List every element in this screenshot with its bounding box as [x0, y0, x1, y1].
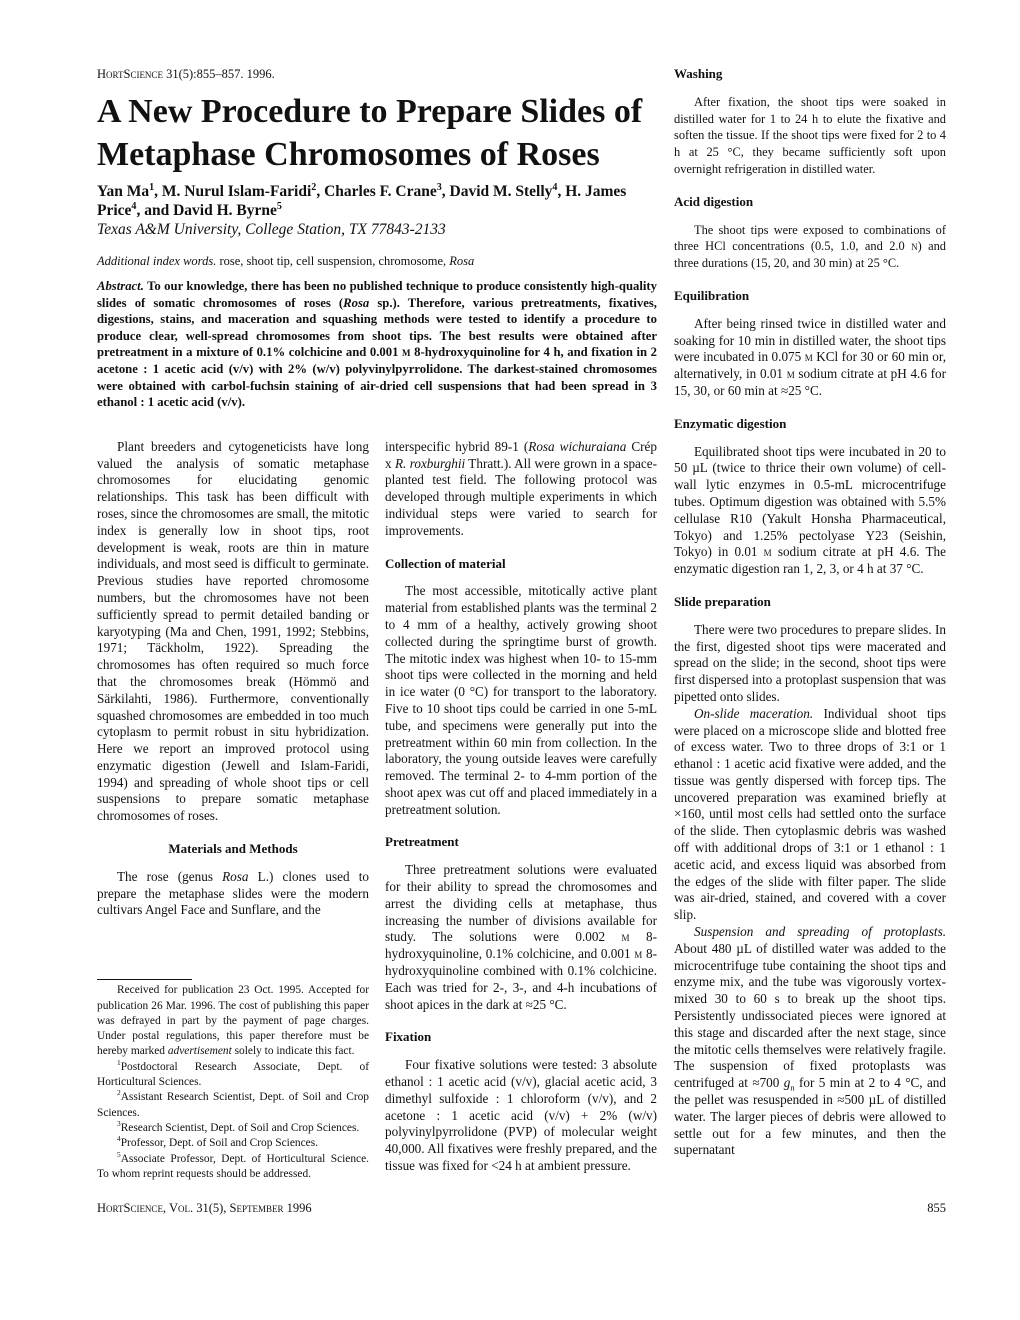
- text-run: Equilibrated shoot tips were incubated in 20 to 50 µL (twice to thrice their own volume) of cell-wall lytic enzymes in 0.5-mL microcentrifuge tubes. Optimum digestion was obtained with 5.5% cellulase R10 (Yakult Honsha Pharmaceutical, Tokyo) and 1.25% pectolyase Y23 (Seishin, Tokyo) in 0.01: [674, 443, 946, 560]
- text-run: Rosa: [343, 295, 370, 310]
- text-run: 5: [117, 1149, 121, 1159]
- section-heading-washing: Washing: [674, 66, 723, 81]
- text-run: Yan Ma: [97, 183, 150, 200]
- text-run: Abstract.: [97, 279, 144, 293]
- text-run: , M. Nurul Islam-Faridi: [154, 183, 312, 200]
- body-columns: [97, 439, 657, 1182]
- footer-journal: HortScience, Vol. 31(5), September 1996: [97, 1201, 312, 1216]
- text-run: The rose (genus: [117, 868, 223, 884]
- footnote: [97, 1057, 369, 1091]
- text-run: To our knowledge, there has been no published technique to produce consistently high-quality slides of somatic chromosomes of roses (: [97, 279, 657, 310]
- text-run: 4: [117, 1134, 121, 1144]
- text-run: , H. James Price: [97, 183, 627, 219]
- text-run: R. roxburghii: [394, 455, 466, 471]
- text-run: 8-hydroxyquinoline, 0.1% colchicine, and 0.001: [385, 929, 657, 962]
- text-run: Received for publication 23 Oct. 1995. Accepted for publication 26 Mar. 1996. The cost of publishing this paper was defrayed in part by the payment of page charges. Under postal regulations, this paper therefore must be hereby marked: [97, 984, 369, 1058]
- text-run: Rosa: [222, 868, 249, 884]
- text-run: n: [911, 239, 918, 254]
- text-run: advertisement: [167, 1045, 232, 1058]
- text-run: Crép x: [385, 438, 658, 471]
- affiliation: Texas A&M University, College Station, TX 77843-2133: [97, 221, 446, 238]
- section-heading-slide: Slide preparation: [674, 593, 771, 609]
- page-footer: [97, 1200, 946, 1216]
- text-run: 4: [552, 181, 558, 193]
- section-heading-fixation: Fixation: [385, 1029, 432, 1045]
- text-run: Thratt.). All were grown in a space-planted test field. The following protocol was developed through multiple experiments in which individual steps were varied to search for improvements.: [385, 455, 658, 538]
- text-run: L.) clones used to prepare the metaphase slides were the modern cultivars Angel Face and Sunflare, and the: [97, 868, 369, 918]
- text-run: Rosa: [449, 254, 475, 268]
- text-run: 2: [311, 181, 317, 193]
- section-heading-collection: Collection of material: [385, 555, 506, 571]
- authors: [97, 182, 667, 220]
- text-run: m: [402, 345, 411, 360]
- page-number: 855: [927, 1201, 946, 1216]
- text-run: Assistant Research Scientist, Dept. of Soil and Crop Sciences.: [97, 1091, 369, 1119]
- text-run: There were two procedures to prepare slides. In the first, digested shoot tips were macerated and spread on the slide; in the second, shoot tips were first dispersed into a protoplast suspension that was pipetted onto slides.: [674, 621, 946, 704]
- text-run: , David M. Stelly: [441, 183, 553, 200]
- materials-paragraph: [97, 869, 369, 919]
- index-words: [97, 253, 657, 269]
- abstract: [97, 278, 657, 411]
- text-run: 8-hydroxyquinoline combined with 0.1% colchicine. Each was tried for 2-, 3-, and 4-h incubations of shoot apices in the dark at ≈25 °C.: [385, 946, 657, 1012]
- text-run: 3: [436, 181, 442, 193]
- paragraph: [674, 706, 946, 924]
- citation: 31(5):855–857. 1996.: [162, 67, 275, 81]
- text-run: m: [804, 349, 813, 365]
- text-run: m: [786, 366, 795, 382]
- page-body: [97, 66, 946, 1182]
- footnote: [97, 1149, 369, 1183]
- paragraph: [674, 444, 946, 578]
- text-run: m: [634, 946, 643, 962]
- text-run: for 5 min at 2 to 4 °C, and the pellet was resuspended in ≈500 µL of distilled water. The larger pieces of debris were allowed to settle out for a few minutes, and then the supernatant: [674, 1075, 946, 1158]
- text-run: n: [790, 1082, 795, 1093]
- paragraph: [385, 583, 657, 818]
- text-run: , Charles F. Crane: [316, 183, 437, 200]
- text-run: Research Scientist, Dept. of Soil and Crop Sciences.: [120, 1121, 360, 1134]
- text-run: Three pretreatment solutions were evaluated for their ability to spread the chromosomes and arrest the dividing cells at metaphase, thus increasing the number of divisions available for study. The solutions were 0.002: [385, 862, 657, 945]
- journal-citation: [97, 66, 657, 82]
- section-heading-enzymatic: Enzymatic digestion: [674, 415, 787, 431]
- right-column: [674, 66, 946, 1159]
- text-run: Postdoctoral Research Associate, Dept. of Horticultural Sciences.: [97, 1060, 369, 1089]
- text-run: 4: [131, 200, 137, 212]
- section-heading-materials-methods: Materials and Methods: [168, 841, 298, 857]
- section-heading-pretreatment: Pretreatment: [385, 834, 459, 850]
- text-run: 1: [117, 1057, 121, 1067]
- text-run: Four fixative solutions were tested: 3 absolute ethanol : 1 acetic acid (v/v), glacial acetic acid, 3 dimethyl sulfoxide : 1 chloroform (v/v), and 2 acetone : 1 acetic acid (v/v) + 2% (w/v) polyvinylpyrrolidone (PVP) of molecular weight 40,000. All fixatives were freshly prepared, and the tissue was fixed for <24 h at ambient pressure.: [385, 1057, 657, 1174]
- text-run: On-slide maceration.: [694, 705, 814, 721]
- text-run: Associate Professor, Dept. of Horticultural Science. To whom reprint requests should be addressed.: [97, 1152, 369, 1180]
- footnote: [97, 1136, 369, 1151]
- text-run: sodium citrate at pH 4.6. The enzymatic digestion ran 1, 2, 3, or 4 h at 37 °C.: [674, 544, 946, 577]
- text-run: The shoot tips were exposed to combinations of three HCl concentrations (0.5, 1.0, and 2.0: [674, 222, 946, 254]
- paragraph: [385, 862, 657, 1013]
- paragraph: [385, 1057, 657, 1175]
- text-run: Plant breeders and cytogeneticists have long valued the analysis of somatic metaphase chromosomes for elucidating genomic relationships. This task has been difficult with roses, since the chromosomes are small, the mitotic index is generally low in shoot tips, root development is weak, roots are thin in mature individuals, and most seed is difficult to germinate. Previous studies have reported chromosome numbers, but the chromosomes have not been sufficiently spread to permit detailed banding or karyotyping (Ma and Chen, 1991, 1992; Stebbins, 1971; Täckholm, 1922). Spreading the chromosomes has often required so much force that the chromosomes break (Hömmö and Särkilahti, 1986). Furthermore, conventionally squashed chromosomes are embedded in too much cytoplasm to permit robust in situ hybridization. Here we report an improved protocol using enzymatic digestion (Jewell and Islam-Faridi, 1994) and spreading of whole shoot tips or cell suspensions to prepare somatic metaphase chromosomes of roses.: [97, 438, 369, 824]
- text-run: Individual shoot tips were placed on a microscope slide and blotted free of excess water. Two to three drops of 3:1 or 1 ethanol : 1 acetic acid fixative were added, and the tissue was gently dispersed with forcep tips. The uncovered preparation was examined briefly at ×160, until most cells had settled onto the surface of the slide. Then cytoplasmic debris was washed off with additional drops of 3:1 or 1 ethanol : 1 acetic acid, and excess liquid was absorbed from the edges of the slide with filter paper. The slide was air-dried, stained, and covered with a cover slip.: [674, 705, 946, 923]
- text-run: 2: [117, 1088, 121, 1098]
- text-run: KCl for 30 or 60 min or, alternatively, in 0.01: [674, 349, 946, 382]
- text-run: interspecific hybrid 89-1 (: [385, 438, 529, 454]
- section-heading-equilibration: Equilibration: [674, 287, 750, 303]
- text-run: m: [621, 929, 630, 945]
- text-run: 8-hydroxyquinoline for 4 h, and fixation in 2 acetone : 1 acetic acid (v/v) with 2% (w/v) polyvinylpyrrolidone. The darkest-stained chromosomes were obtained with carbol-fuchsin staining of air-dried cell suspensions that had been spread in 3 ethanol : 1 acetic acid (v/v).: [97, 345, 657, 410]
- text-run: ) and three durations (15, 20, and 30 min) at 25 °C.: [674, 239, 947, 271]
- paper-title: A New Procedure to Prepare Slides of Metaphase Chromosomes of Roses: [97, 93, 643, 173]
- paragraph: [674, 222, 946, 272]
- footnote-rule: [97, 979, 192, 980]
- text-run: , and David H. Byrne: [136, 202, 277, 219]
- footnotes: [97, 983, 369, 1182]
- text-run: g: [783, 1075, 791, 1091]
- footnote: [97, 1121, 369, 1136]
- paragraph: [674, 622, 946, 706]
- text-run: 1: [149, 181, 155, 193]
- paragraph: [674, 924, 946, 1159]
- middle-column: [385, 439, 657, 1182]
- text-run: After being rinsed twice in distilled water and soaking for 10 min in distilled water, the shoot tips were incubated in 0.075: [674, 315, 946, 365]
- left-area: [97, 66, 657, 1182]
- text-run: solely to indicate this fact.: [231, 1045, 355, 1058]
- paragraph: [385, 439, 657, 540]
- left-column: [97, 439, 369, 1182]
- text-run: m: [763, 544, 772, 560]
- journal-name: HortScience: [97, 67, 163, 81]
- text-run: The most accessible, mitotically active plant material from established plants was the terminal 2 to 4 mm of a healthy, actively growing shoot collected during the springtime burst of growth. The mitotic index was highest when 10- to 15-mm shoot tips were collected in the morning and held in ice water (0 °C) for transport to the laboratory. Five to 10 shoot tips could be carried in one 5-mL tube, and specimens were generally put into the pretreatment within 60 min from collection. In the laboratory, the young outside leaves were carefully removed. The terminal 2- to 4-mm portion of the shoot apex was cut off and placed immediately in a pretreatment solution.: [385, 583, 657, 817]
- text-run: About 480 µL of distilled water was added to the microcentrifuge tube containing the shoot tips and enzyme mix, and the tube was vigorously vortex-mixed 30 to 60 s to break up the shoot tips. Persistently undissociated pieces were ignored at this stage and discarded after the next stage, since the mitotic cells themselves were relatively fragile. The suspension of fixed protoplasts was centrifuged at ≈700: [674, 940, 946, 1091]
- text-run: sp.). Therefore, various pretreatments, fixatives, digestions, stains, and maceration and squashing methods were tested to identify a procedure to produce clear, well-spread chromosomes from shoot tips. The best results were obtained after pretreatment in a mixture of 0.1% colchicine and 0.001: [97, 295, 657, 360]
- text-run: 5: [276, 200, 282, 212]
- paragraph: [674, 94, 946, 178]
- footnote: [97, 983, 369, 1059]
- footnote: [97, 1090, 369, 1121]
- text-run: Suspension and spreading of protoplasts.: [694, 924, 946, 940]
- text-run: Professor, Dept. of Soil and Crop Sciences.: [120, 1137, 318, 1150]
- text-run: Additional index words.: [97, 254, 217, 268]
- text-run: 3: [117, 1119, 121, 1129]
- text-run: rose, shoot tip, cell suspension, chromosome,: [216, 254, 450, 268]
- intro-paragraph: [97, 439, 369, 825]
- paragraph: [674, 316, 946, 400]
- text-run: After fixation, the shoot tips were soaked in distilled water for 1 to 24 h to elute the fixative and soften the tissue. If the shoot tips were fixed for 2 to 4 h at 25 °C, they became sufficiently soft upon overnight refrigeration in distilled water.: [674, 94, 946, 176]
- text-run: sodium citrate at pH 4.6 for 15, 30, or 60 min at ≈25 °C.: [674, 366, 946, 398]
- text-run: Rosa wichuraiana: [528, 438, 627, 454]
- section-heading-acid: Acid digestion: [674, 193, 754, 209]
